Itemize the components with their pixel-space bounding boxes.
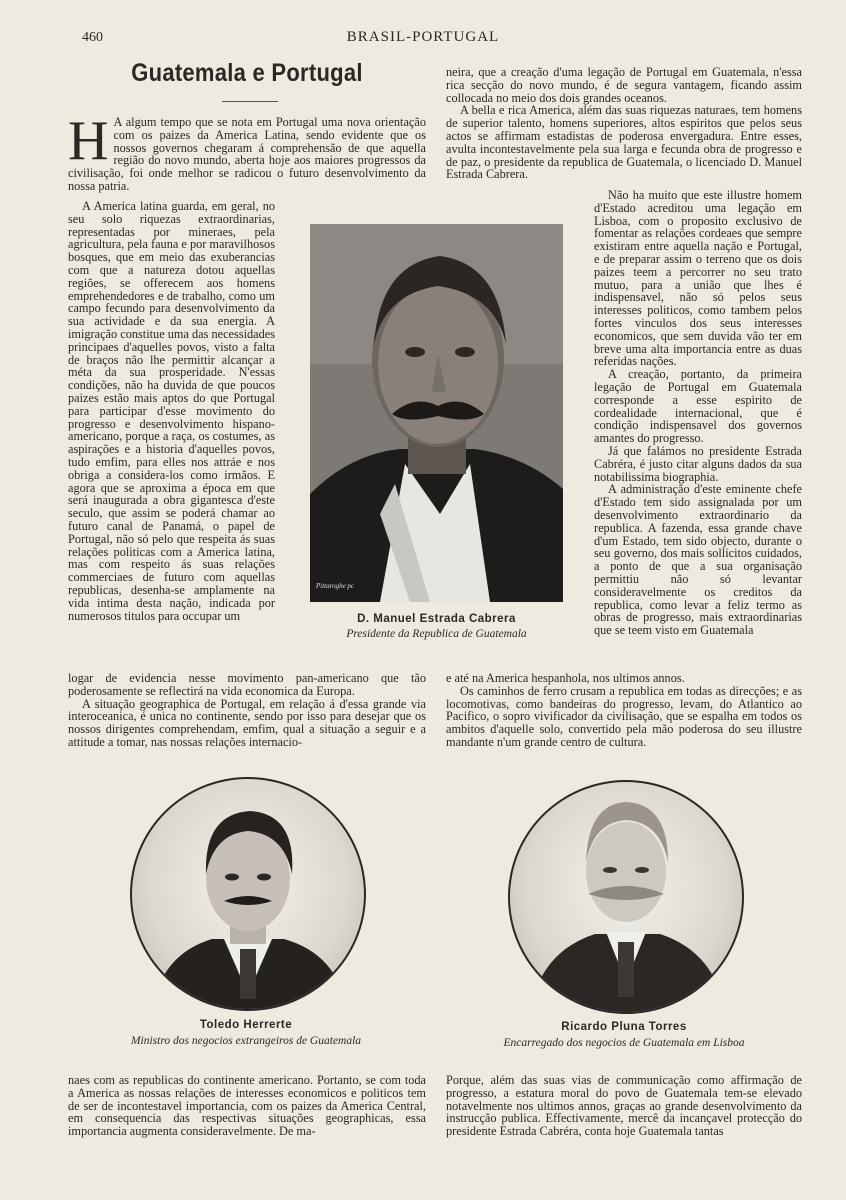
page-number: 460 [82, 30, 103, 45]
left-narrow-column [68, 200, 275, 622]
bottom-left-paragraph: naes com as republicas do continente americano. Portanto, se com toda a America as nossas relações de interesses economicos e politicos tem de ser de incontestavel importancia, com os paizes da America Central, em consequencia das respectivas situações geographicas, essa importancia augmenta consideravelmente. De ma- [68, 1073, 426, 1139]
right-top-paragraph: A bella e rica America, além das suas riquezas naturaes, tem homens de superior talento, homens superiores, altos espiritos que pelos seus actos se affirmam estadistas de poderosa envergadura. Entre esses, avulta incontestavelmente pela sua larga e fecunda obra de progresso e de paz, o presidente da republica de Guatemala, o licenciado D. Manuel Estrada Cabrera. [446, 103, 802, 182]
minister-portrait-illustration [132, 779, 364, 1009]
right-narrow-paragraph-3: Já que falámos no presidente Estrada Cabréra, é justo citar alguns dados da sua notabilissima biographia. [594, 443, 802, 484]
right-narrow-paragraph-1: Não ha muito que este illustre homem d'Estado acreditou uma legação em Lisboa, com o proposito exclusivo de fomentar as relações cordeaes que sempre existiram entre aquella nação e Portugal, e de preparar assim o terreno que os dois paizes teem a percorrer no seu trato mutuo, para a união que lhes é indispensavel, não só pelos seus interesses politicos, como tambem pelos fortes vinculos dos seus interesses economicos, que sem duvida vão ter em breve uma alta importancia entre as duas referidas nações. [594, 188, 802, 369]
charge-caption-name: Ricardo Pluna Torres [561, 1021, 687, 1033]
title-rule [222, 101, 278, 102]
right-narrow-column [594, 189, 802, 637]
minister-portrait [130, 777, 366, 1011]
article-title: Guatemala e Portugal [131, 59, 363, 87]
right-wide-paragraph: Os caminhos de ferro crusam a republica em todas as direcções; e as locomotivas, como bandeiras do progresso, levam, do Atlantico ao Pacifico, o sopro vivificador da civilisação, que se espalha em todos os ambitos d'aquelle solo, convertido pela mão poderosa do seu illustre mandante n'um grande centro de cultura. [446, 683, 802, 749]
intro-text: A algum tempo que se nota em Portugal uma nova orientação com os paizes da America Latina, sendo evidente que os nossos governos chegaram á comprehensão de que aquella região do novo mundo, aberta hoje aos maiores progressos da civilisação, foi onde melhor se radicou o futuro desenvolvimento da nossa patria. [68, 115, 426, 193]
left-wide-continuation: logar de evidencia nesse movimento pan-americano que tão poderosamente se reflectirá na vida economica da Europa. [68, 671, 426, 698]
president-caption-name: D. Manuel Estrada Cabrera [357, 613, 516, 625]
right-wide-column [446, 672, 802, 749]
right-narrow-paragraph-2: A creação, portanto, da primeira legação de Portugal em Guatemala corresponde a esse espirito de cordealidade internacional, que é condição indispensavel dos governos amantes do progresso. [594, 367, 802, 446]
left-wide-column [68, 672, 426, 749]
bottom-right-paragraph: Porque, além das suas vias de communicação como affirmação de progresso, a estatura moral do povo de Guatemala tem-se elevado notavelmente nos ultimos annos, graças ao grande desenvolvimento da instrucção publica. Effectivamente, mercê da incançavel protecção do presidente Estrada Cabréra, conta hoje Guatemala tantas [446, 1073, 802, 1139]
minister-caption-name: Toledo Herrerte [199, 1019, 293, 1031]
left-narrow-paragraph: A America latina guarda, em geral, no seu solo riquezas extraordinarias, representadas por mineraes, pela agricultura, pela fauna e por maravilhosos bosques, que em meio das exuberancias com que a natureza dotou aquellas regiões, se offerecem aos homens emprehendedores e de trabalho, como um campo fecundo para desenvolvimento da sua actividade e da sua energia. A imigração constitue uma das necessidades principaes d'aquelles povos, visto a falta de braços não lhe permittir alcançar a méta da sua prosperidade. N'essas condições, não ha duvida de que poucos paizes estão mais aptos do que Portugal para participar d'esse movimento do progresso e desenvolvimento hispano-americano, porque a raça, os costumes, as aspirações e a historia d'aquelles povos, tudo emfim, para elles nos attráe e nos obriga a considera-los como irmãos. E agora que se aproxima a época em que será inaugurada a obra gigantesca d'este seculo, que assim se poderá chamar ao futuro canal de Panamá, o papel de Portugal, não só pelo que respeita ás suas relações politicas com a America latina, mas com respeito ás suas relações commerciaes de futuro com aquellas republicas, desenha-se amplamente na vida intima desta nação, indicada por numerosos titulos para occupar um [68, 199, 275, 623]
engraver-signature: Pittaroghe pc [316, 582, 355, 590]
right-top-column [446, 66, 802, 181]
right-narrow-paragraph-4: A administração d'este eminente chefe d'Estado tem sido assignalada por um desenvolvimento extraordinario da republica. A fazenda, essa grande chave d'um Estado, tem sido objecto, durante o seu governo, dos mais sollicitos cuidados, a ponto de que a sua organisação permittiu não só levantar consideravelmente os creditos da republica, como levar a feliz termo as obras de progresso, mais extraordinarias que se teem visto em Guatemala [594, 482, 802, 638]
minister-caption-role: Ministro dos negocios extrangeiros de Guatemala [130, 1035, 362, 1047]
president-portrait [310, 224, 563, 602]
running-title: BRASIL-PORTUGAL [346, 29, 500, 45]
left-wide-paragraph: A situação geographica de Portugal, em relação á d'essa grande via interoceanica, é unica no continente, sendo por isso para desejar que os nossos dirigentes comprehendam, emfim, qual a situação a seguir e a attitude a tomar, nas nossas relações internacio- [68, 696, 426, 749]
charge-portrait-illustration [510, 782, 742, 1012]
bottom-left-column [68, 1074, 426, 1138]
charge-portrait [508, 780, 744, 1014]
president-portrait-illustration [310, 224, 563, 602]
right-wide-continuation: e até na America hespanhola, nos ultimos annos. [446, 671, 685, 685]
right-top-continuation: neira, que a creação d'uma legação de Portugal em Guatemala, n'essa rica secção do novo mundo, é de segura vantagem, ficando assim collocada no meio dos dois grandes oceanos. [446, 65, 802, 105]
charge-caption-role: Encarregado dos negocios de Guatemala em Lisboa [503, 1037, 745, 1049]
drop-cap: H [68, 110, 109, 172]
bottom-right-column [446, 1074, 802, 1138]
president-caption-role: Presidente da Republica de Guatemala [346, 628, 527, 640]
intro-paragraph [68, 110, 426, 193]
